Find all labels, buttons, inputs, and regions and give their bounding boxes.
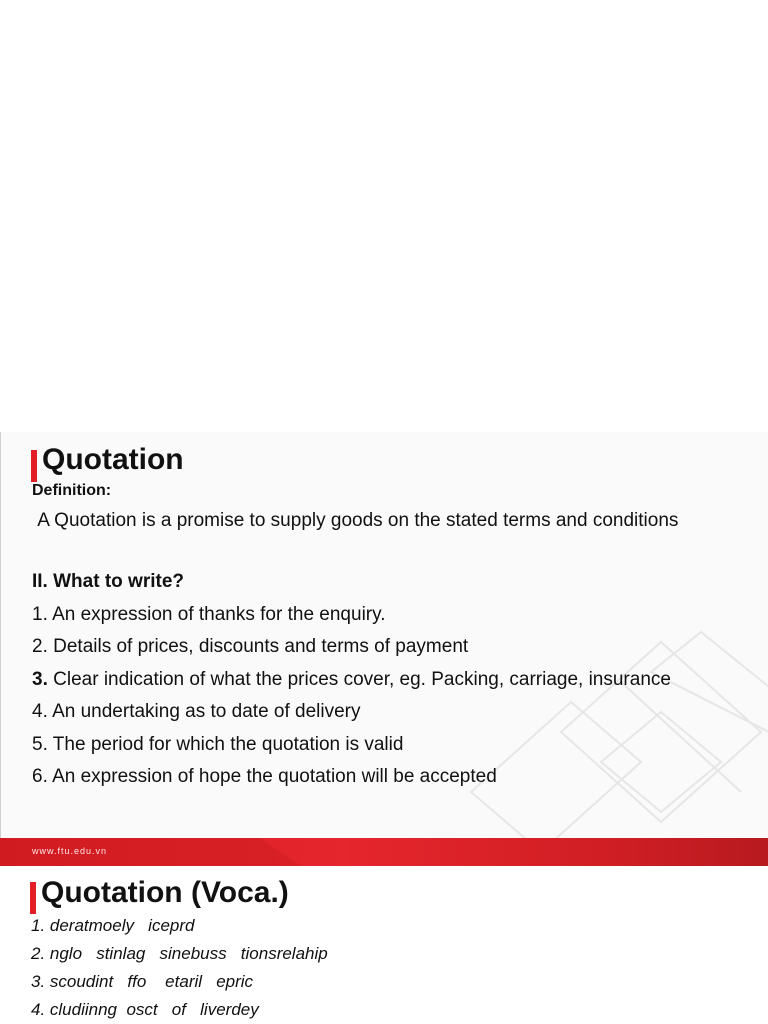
slide-quotation xyxy=(0,432,768,838)
blank-area xyxy=(0,0,768,432)
list-item: 4. An undertaking as to date of delivery xyxy=(32,701,361,722)
list-item: 3. scoudint ffo etaril epric xyxy=(31,972,254,991)
list-item: 4. cludiinng osct of liverdey xyxy=(31,1000,259,1019)
definition-label: Definition: xyxy=(32,482,112,499)
footer-url: www.ftu.edu.vn xyxy=(32,846,108,856)
list-item: 6. An expression of hope the quotation will be accepted xyxy=(32,766,497,787)
section-heading: II. What to write? xyxy=(32,571,184,592)
list-item: 1. deratmoely iceprd xyxy=(31,916,195,935)
list-item: 2. nglo stinlag sinebuss tionsrelahip xyxy=(31,944,328,963)
slide-title: Quotation (Voca.) xyxy=(41,876,289,909)
slide-quotation-voca xyxy=(0,866,768,1024)
list-item: 5. The period for which the quotation is valid xyxy=(32,733,404,755)
list-item: 1. An expression of thanks for the enquiry. xyxy=(32,603,386,625)
footer-band xyxy=(0,838,768,866)
definition-text: A Quotation is a promise to supply goods on the stated terms and conditions xyxy=(37,510,679,531)
slide-title: Quotation xyxy=(42,443,184,476)
what-to-write-list xyxy=(32,566,671,794)
slide-footer xyxy=(0,838,768,866)
vocabulary-list xyxy=(31,912,328,1024)
list-item: 3. Clear indication of what the prices cover, eg. Packing, carriage, insurance xyxy=(32,668,671,690)
title-accent-bar xyxy=(31,450,37,482)
title-accent-bar xyxy=(30,882,36,914)
list-item: 2. Details of prices, discounts and terms of payment xyxy=(32,636,469,657)
